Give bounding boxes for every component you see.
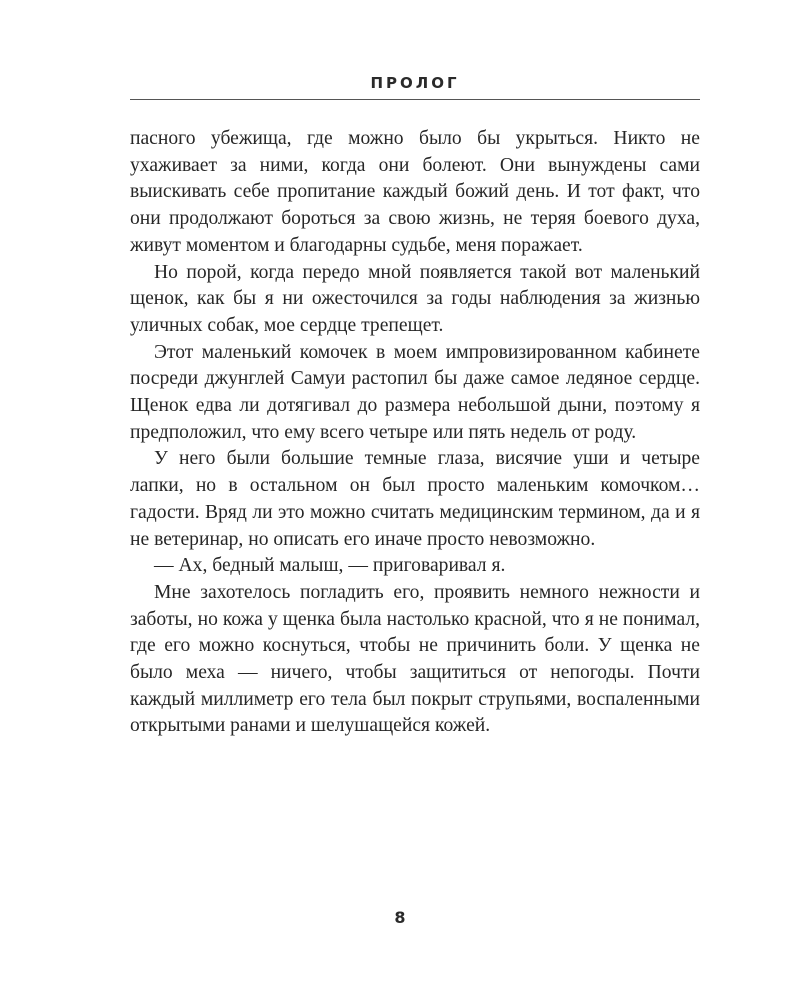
paragraph: Но порой, когда передо мной появляется такой вот маленький щенок, как бы я ни ожесточился за годы наблюдения за жизнью уличных собак, мое сердце трепещет. <box>130 261 700 336</box>
paragraph: У него были большие темные глаза, висячие уши и четыре лапки, но в остальном он был просто маленьким комочком… гадости. Вряд ли это можно считать медицинским термином, да и я не ветеринар, но описать его иначе просто невозможно. <box>130 448 700 550</box>
paragraph: пасного убежища, где можно было бы укрыться. Никто не ухаживает за ними, когда они болеют. Они вынуждены сами выискивать себе пропитание каждый божий день. И тот факт, что они продолжают бороться за свою жизнь, не теряя боевого духа, живут моментом и благодарны судьбе, меня поражает. <box>130 128 700 256</box>
paragraph: Этот маленький комочек в моем импровизированном кабинете посреди джунглей Самуи растопил бы даже самое ледяное сердце. Щенок едва ли дотягивал до размера небольшой дыни, поэтому я предположил, что ему всего четыре или пять недель от роду. <box>130 341 700 443</box>
dialogue-line: — Ах, бедный малыш, — приговаривал я. <box>154 555 506 577</box>
body-text <box>130 126 700 740</box>
paragraph: Мне захотелось погладить его, проявить немного нежности и заботы, но кожа у щенка была настолько красной, что я не понимал, где его можно коснуться, чтобы не причинить боли. У щенка не было меха — ничего, чтобы защититься от непогоды. Почти каждый миллиметр его тела был покрыт струпьями, воспаленными открытыми ранами и шелушащейся кожей. <box>130 581 700 737</box>
header-divider <box>130 99 700 100</box>
page-number: 8 <box>394 908 406 927</box>
running-header: ПРОЛОГ <box>370 74 460 92</box>
